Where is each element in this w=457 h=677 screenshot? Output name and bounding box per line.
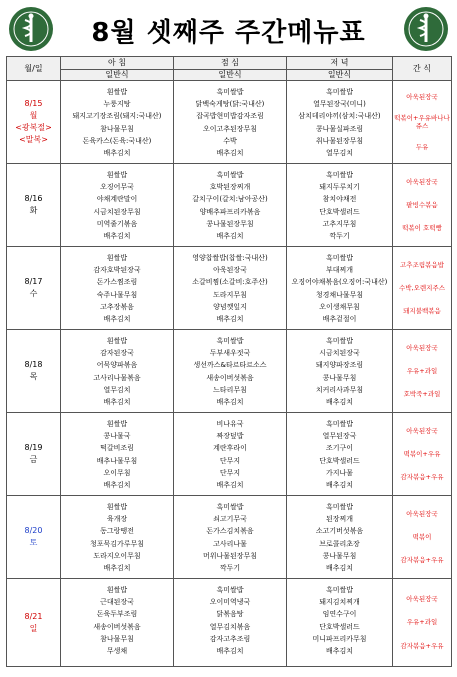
menu-item: 시금치된장국 (319, 349, 360, 358)
snack-item: 두유 (415, 142, 429, 151)
weekday-label: 토 (29, 538, 38, 547)
menu-item: 치커리사과무침 (315, 385, 364, 394)
snack-item: 아욱된장국 (406, 595, 438, 604)
lunch-cell (174, 330, 287, 413)
snack-item: 돼지불백볶음 (403, 307, 441, 316)
menu-item: 쇠고기무국 (213, 515, 247, 524)
menu-item: 가지나물 (325, 468, 354, 477)
subheader-regular-diet: 일반식 (174, 70, 287, 81)
menu-item: 미역줄기볶음 (96, 219, 138, 228)
snack-item: 감자볶음+우유 (400, 556, 444, 565)
menu-item: 도라지무침 (213, 290, 247, 299)
menu-item: 야채계란말이 (96, 195, 138, 204)
menu-item: 흑미쌀밥 (216, 586, 244, 594)
menu-item: 미니파프리카무침 (312, 634, 367, 643)
menu-item: 배추김치 (216, 647, 244, 656)
menu-item: 비나유국 (216, 420, 244, 428)
menu-item: 아욱된장국 (213, 266, 247, 275)
menu-day-row (7, 247, 452, 330)
menu-day-row (7, 164, 452, 247)
snack-item: 아욱된장국 (406, 509, 438, 518)
menu-item: 느타리무침 (213, 385, 247, 394)
menu-item: 돈가스찜조림 (96, 278, 138, 287)
date-cell (7, 247, 61, 330)
menu-item: 오징어야채볶음(오징어:국내산) (291, 278, 388, 287)
menu-item: 열무김치볶음 (209, 622, 251, 631)
menu-item: 배추김치 (103, 315, 131, 324)
menu-item: 흑미쌀밥 (325, 254, 354, 262)
snack-item: 고추조림볶음밥 (400, 260, 444, 269)
menu-item: 참나물무침 (100, 124, 134, 133)
menu-item: 새송이버섯볶음 (206, 373, 254, 382)
menu-item: 수박 (223, 136, 237, 145)
date-cell (7, 81, 61, 164)
menu-item: 단무지 (219, 468, 241, 477)
menu-item: 흑미쌀밥 (325, 337, 354, 345)
lunch-cell (174, 413, 287, 496)
date-cell (7, 413, 61, 496)
menu-item: 단무지 (219, 456, 241, 465)
menu-item: 배추김치 (103, 564, 131, 573)
weekday-label: 목 (29, 372, 38, 381)
menu-item: 짜장덮밥 (216, 432, 244, 441)
menu-item: 참치야채전 (322, 195, 357, 204)
menu-item: 돈가스김치볶음 (206, 527, 254, 536)
hospital-emblem-icon (403, 6, 449, 52)
menu-item: 삼치데리야끼(삼치:국내산) (298, 112, 381, 121)
holiday-note: <광복절> (15, 123, 52, 132)
snack-cell (393, 579, 452, 667)
menu-item: 돼지고기장조림(돼지:국내산) (72, 112, 162, 121)
date-label: 8/21 (24, 611, 43, 621)
snack-item: 떡볶이 (412, 532, 432, 541)
lunch-cell (174, 579, 287, 667)
weekday-label: 일 (29, 623, 38, 633)
menu-item: 돼지두루치기 (319, 183, 360, 192)
menu-day-row (7, 579, 452, 667)
menu-item: 흑미쌀밥 (325, 586, 354, 594)
menu-item: 배추김치 (325, 647, 354, 656)
menu-item: 소갈비찜(소갈비:호주산) (192, 278, 268, 287)
menu-item: 오이무침 (103, 468, 131, 477)
snack-item: 팥빙수볶음 (406, 200, 438, 209)
menu-day-row (7, 81, 452, 164)
breakfast-cell (61, 413, 174, 496)
menu-item: 청포묵김가루무침 (89, 539, 145, 548)
menu-item: 흑미쌀밥 (216, 88, 244, 96)
menu-item: 배추김치 (216, 481, 244, 490)
menu-item: 오이미역냉국 (209, 598, 251, 607)
menu-item: 닭백숙게탕(닭:국내산) (195, 100, 265, 109)
menu-item: 단호박샐러드 (319, 622, 360, 631)
menu-item: 생선까스&타르타르소스 (193, 361, 267, 370)
breakfast-cell (61, 579, 174, 667)
snack-item: 호박죽+과일 (403, 390, 441, 399)
breakfast-cell (61, 330, 174, 413)
snack-item: 우유+과일 (406, 618, 438, 627)
menu-item: 배추김치 (325, 481, 354, 490)
menu-item: 열무된장국 (322, 432, 357, 441)
date-cell (7, 164, 61, 247)
column-header-dinner: 저 녁 (287, 57, 393, 70)
menu-item: 배추김치 (103, 481, 131, 490)
menu-item: 흰쌀밥 (106, 254, 128, 262)
menu-item: 콩나물무침 (322, 551, 357, 560)
menu-item: 시금치된장무침 (93, 207, 141, 216)
menu-item: 영양찹쌀밥(찹쌀:국내산) (192, 254, 268, 262)
snack-item: 아욱된장국 (406, 426, 438, 435)
menu-item: 배추나물무침 (96, 456, 138, 465)
menu-item: 열무된장국(미니) (313, 100, 366, 109)
date-cell (7, 496, 61, 579)
lunch-cell (174, 81, 287, 164)
weekday-label: 월 (29, 111, 38, 120)
snack-cell (393, 413, 452, 496)
menu-item: 흰쌀밥 (106, 503, 128, 511)
menu-item: 두부새우젓국 (209, 349, 251, 358)
menu-item: 배추김치 (216, 315, 244, 324)
menu-item: 배추김치 (325, 564, 354, 573)
menu-item: 계란후라이 (213, 444, 247, 453)
dinner-cell (287, 81, 393, 164)
menu-item: 배추겉절이 (322, 315, 357, 324)
menu-item: 오이생채무침 (319, 302, 360, 311)
snack-item: 감자볶음+우유 (400, 473, 444, 482)
menu-item: 콩나물국 (103, 432, 131, 441)
menu-item: 동그랑땡전 (100, 527, 134, 536)
menu-item: 무생채 (106, 647, 128, 656)
menu-item: 감자된장국 (100, 349, 134, 358)
menu-item: 흰쌀밥 (106, 420, 128, 428)
snack-item: 떡볶이+우유 (403, 449, 441, 458)
menu-item: 흰쌀밥 (106, 171, 128, 179)
menu-item: 잡곡밥현미밥감자조림 (196, 112, 264, 121)
menu-item: 청경채나물무침 (315, 290, 364, 299)
date-label: 8/18 (24, 360, 43, 369)
menu-item: 새송이버섯볶음 (93, 622, 141, 631)
menu-item: 고사리나물 (213, 539, 247, 548)
date-label: 8/17 (24, 277, 43, 286)
menu-item: 흑미쌀밥 (216, 171, 244, 179)
lunch-cell (174, 496, 287, 579)
menu-item: 흰쌀밥 (106, 586, 128, 594)
menu-item: 고추지무침 (322, 219, 357, 228)
snack-item: 수박,오렌지주스 (398, 283, 446, 292)
snack-cell (393, 247, 452, 330)
menu-item: 열무김치 (103, 385, 131, 394)
menu-item: 양념깻잎지 (213, 302, 247, 311)
menu-item: 배추김치 (103, 149, 131, 158)
date-label: 8/16 (24, 194, 43, 203)
menu-item: 감자고추조림 (209, 634, 251, 643)
menu-item: 단호박샐러드 (319, 207, 360, 216)
menu-item: 오이고추된장무침 (202, 124, 258, 133)
weekday-label: 화 (29, 206, 38, 215)
menu-item: 갈치구이(갈치:남아공산) (192, 195, 268, 204)
menu-item: 배추김치 (103, 232, 131, 241)
menu-item: 취나물된장무침 (315, 136, 364, 145)
menu-item: 콩나물실파조림 (315, 124, 364, 133)
menu-item: 고추장볶음 (100, 302, 134, 311)
menu-item: 부대찌개 (325, 266, 354, 275)
lunch-cell (174, 247, 287, 330)
snack-item: 아욱된장국 (406, 93, 438, 102)
menu-item: 어묵양파볶음 (96, 361, 138, 370)
dinner-cell (287, 247, 393, 330)
date-label: 8/15 (24, 99, 43, 108)
menu-item: 브로콜리초장 (319, 539, 360, 548)
menu-item: 조기구이 (325, 444, 354, 453)
menu-item: 흰쌀밥 (106, 88, 128, 96)
menu-item: 도라지오이무침 (93, 551, 141, 560)
lunch-cell (174, 164, 287, 247)
snack-item: 감자볶음+우유 (400, 641, 444, 650)
menu-item: 흑미쌀밥 (325, 503, 354, 511)
column-header-snack: 간 식 (393, 57, 452, 81)
dinner-cell (287, 579, 393, 667)
dinner-cell (287, 496, 393, 579)
menu-item: 흑미쌀밥 (325, 88, 354, 96)
menu-item: 오징어무국 (100, 183, 134, 192)
menu-item: 임연수구이 (322, 610, 357, 619)
menu-item: 감자호박된장국 (93, 266, 141, 275)
header (6, 4, 451, 54)
menu-item: 깍두기 (219, 564, 241, 573)
menu-item: 육개장 (106, 515, 128, 524)
menu-item: 돼지김치찌개 (319, 598, 360, 607)
menu-item: 단호박샐러드 (319, 456, 360, 465)
snack-item: 떡볶이 호떡빵 (402, 224, 442, 233)
menu-item: 머위나물된장무침 (202, 551, 258, 560)
menu-item: 호박된장찌개 (209, 183, 251, 192)
column-header-date: 월/일 (7, 57, 61, 81)
page-title: 8월 셋째주 주간메뉴표 (91, 18, 366, 48)
menu-day-row (7, 330, 452, 413)
menu-item: 배추김치 (216, 149, 244, 158)
menu-item: 참나물무침 (100, 634, 134, 643)
snack-item: 아욱된장국 (406, 177, 438, 186)
column-header-lunch: 점 심 (174, 57, 287, 70)
menu-item: 양배추파프리카볶음 (199, 207, 261, 216)
menu-item: 흑미쌀밥 (325, 171, 354, 179)
holiday-note: <말복> (19, 135, 48, 144)
menu-item: 흑미쌀밥 (325, 420, 354, 428)
menu-item: 흑미쌀밥 (216, 503, 244, 511)
menu-item: 배추김치 (216, 232, 244, 241)
weekly-menu-table (6, 56, 452, 667)
snack-cell (393, 81, 452, 164)
dinner-cell (287, 413, 393, 496)
menu-item: 콩나물무침 (322, 373, 357, 382)
breakfast-cell (61, 496, 174, 579)
menu-item: 배추김치 (216, 398, 244, 407)
menu-item: 돈육카스(돈육:국내산) (82, 136, 152, 145)
menu-item: 콩나물된장무침 (206, 219, 254, 228)
menu-item: 떡갈비조림 (100, 444, 134, 453)
menu-item: 흰쌀밥 (106, 337, 128, 345)
menu-day-row (7, 413, 452, 496)
menu-item: 돈육두부조림 (96, 610, 138, 619)
snack-item: 떡볶이+우유바나나쥬스 (394, 113, 450, 130)
date-cell (7, 579, 61, 667)
menu-item: 열무김치 (325, 149, 354, 158)
subheader-regular-diet: 일반식 (287, 70, 393, 81)
menu-item: 된장찌개 (325, 515, 354, 524)
snack-item: 우유+과일 (406, 366, 438, 375)
snack-cell (393, 164, 452, 247)
breakfast-cell (61, 247, 174, 330)
date-label: 8/20 (24, 526, 43, 535)
menu-item: 누룽지탕 (103, 100, 131, 109)
menu-item: 흑미쌀밥 (216, 337, 244, 345)
weekday-label: 수 (29, 289, 38, 298)
snack-cell (393, 330, 452, 413)
menu-item: 배추김치 (103, 398, 131, 407)
menu-item: 깍두기 (329, 232, 350, 241)
menu-item: 닭볶음탕 (216, 610, 244, 619)
menu-item: 돼지양파장조림 (315, 361, 364, 370)
date-label: 8/19 (24, 443, 43, 452)
column-header-breakfast: 아 침 (61, 57, 174, 70)
date-cell (7, 330, 61, 413)
dinner-cell (287, 164, 393, 247)
menu-item: 근대된장국 (100, 598, 134, 607)
menu-item: 숙주나물무침 (96, 290, 138, 299)
menu-item: 배추김치 (325, 398, 354, 407)
snack-item: 아욱된장국 (406, 343, 438, 352)
subheader-regular-diet: 일반식 (61, 70, 174, 81)
breakfast-cell (61, 81, 174, 164)
snack-cell (393, 496, 452, 579)
weekday-label: 금 (29, 455, 38, 464)
menu-item: 소고기버섯볶음 (315, 527, 364, 536)
breakfast-cell (61, 164, 174, 247)
menu-item: 고사리나물볶음 (93, 373, 141, 382)
dinner-cell (287, 330, 393, 413)
menu-day-row (7, 496, 452, 579)
